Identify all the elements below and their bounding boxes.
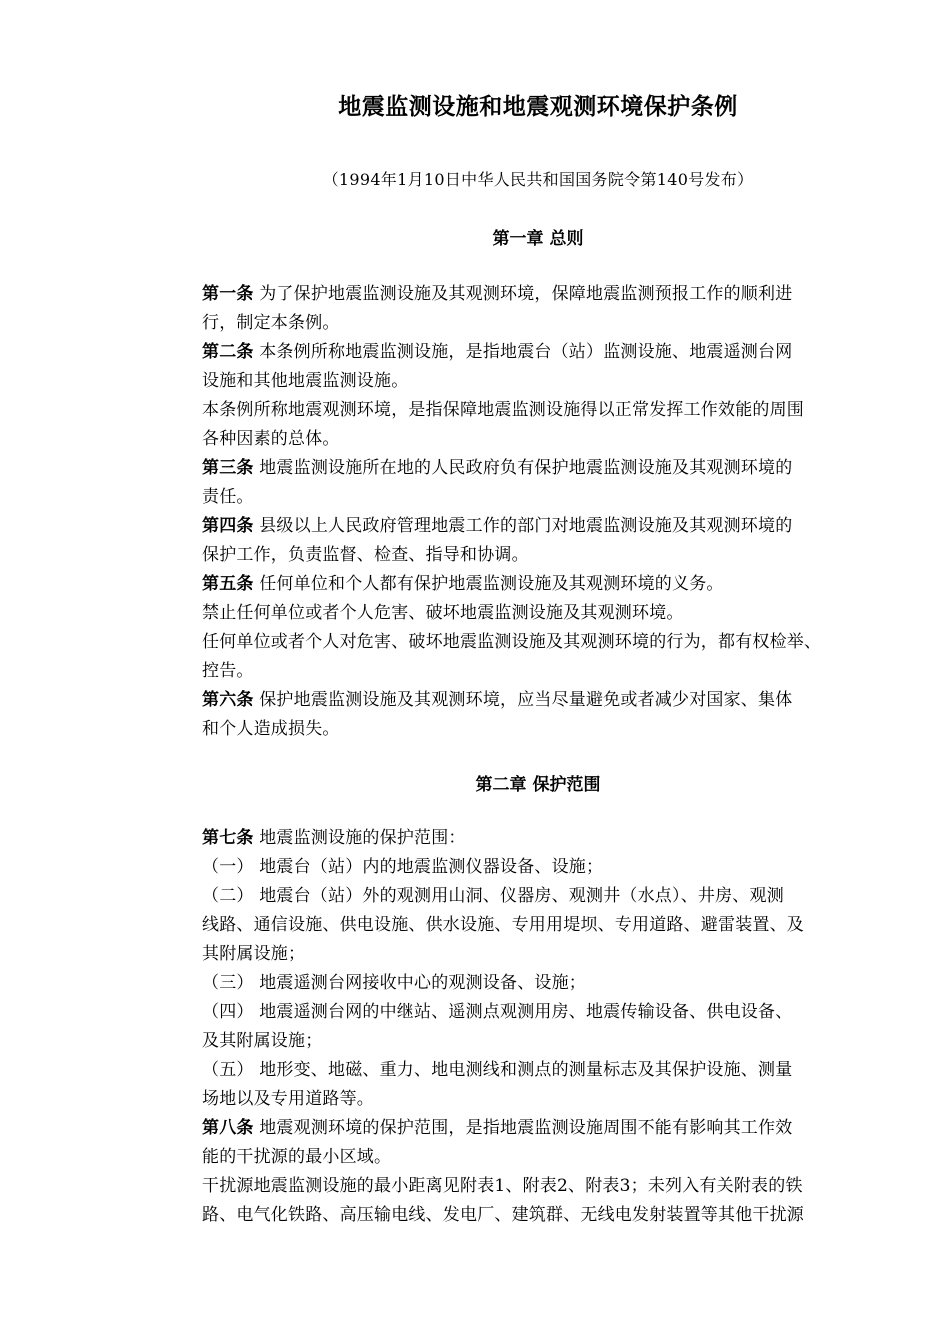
line-text: 本条例所称地震观测环境，是指保障地震监测设施得以正常发挥工作效能的周围	[202, 400, 804, 420]
text-line	[202, 280, 892, 309]
article-number: 第八条	[202, 1118, 254, 1138]
line-text: 线路、通信设施、供电设施、供水设施、专用用堤坝、专用道路、避雷装置、及	[202, 915, 804, 935]
line-text: （四） 地震遥测台网的中继站、遥测点观测用房、地震传输设备、供电设备、	[202, 1002, 793, 1022]
text-line	[202, 512, 892, 541]
text-line	[202, 628, 892, 657]
text-line	[202, 824, 892, 853]
text-line	[202, 686, 892, 715]
document-subtitle: （1994年1月10日中华人民共和国国务院令第140号发布）	[322, 170, 754, 189]
text-line	[202, 483, 892, 512]
text-line	[202, 940, 892, 969]
line-text: 场地以及专用道路等。	[202, 1089, 374, 1109]
line-text: 保护地震监测设施及其观测环境，应当尽量避免或者减少对国家、集体	[253, 690, 793, 710]
text-line	[202, 715, 892, 744]
line-text: 保护工作，负责监督、检查、指导和协调。	[202, 545, 529, 565]
text-line	[202, 969, 892, 998]
article-number: 第一条	[202, 284, 254, 304]
chapter-1-body	[202, 280, 892, 744]
article-number: 第三条	[202, 458, 254, 478]
document-title: 地震监测设施和地震观测环境保护条例	[338, 94, 738, 120]
text-line	[202, 367, 892, 396]
line-text: （五） 地形变、地磁、重力、地电测线和测点的测量标志及其保护设施、测量	[202, 1060, 793, 1080]
chapter-heading-1: 第一章 总则	[492, 229, 584, 249]
line-text: （二） 地震台（站）外的观测用山洞、仪器房、观测井（水点）、井房、观测	[202, 886, 784, 906]
line-text: 干扰源地震监测设施的最小距离见附表1、附表2、附表3；未列入有关附表的铁	[202, 1176, 803, 1196]
line-text: 县级以上人民政府管理地震工作的部门对地震监测设施及其观测环境的	[253, 516, 793, 536]
chapter-2-body	[202, 824, 892, 1230]
line-text: （三） 地震遥测台网接收中心的观测设备、设施；	[202, 973, 587, 993]
text-line	[202, 1172, 892, 1201]
line-text: 和个人造成损失。	[202, 719, 340, 739]
line-text: 本条例所称地震监测设施，是指地震台（站）监测设施、地震遥测台网	[253, 342, 793, 362]
text-line	[202, 599, 892, 628]
text-line	[202, 309, 892, 338]
line-text: 各种因素的总体。	[202, 429, 340, 449]
text-line	[202, 570, 892, 599]
line-text: 为了保护地震监测设施及其观测环境，保障地震监测预报工作的顺利进	[253, 284, 793, 304]
line-text: 任何单位或者个人对危害、破坏地震监测设施及其观测环境的行为，都有权检举、	[202, 632, 822, 652]
text-line	[202, 911, 892, 940]
text-line	[202, 425, 892, 454]
text-line	[202, 657, 892, 686]
article-number: 第五条	[202, 574, 254, 594]
text-line	[202, 998, 892, 1027]
text-line	[202, 541, 892, 570]
line-text: 任何单位和个人都有保护地震监测设施及其观测环境的义务。	[253, 574, 724, 594]
article-number: 第四条	[202, 516, 254, 536]
text-line	[202, 1201, 892, 1230]
text-line	[202, 853, 892, 882]
line-text: 禁止任何单位或者个人危害、破坏地震监测设施及其观测环境。	[202, 603, 684, 623]
text-line	[202, 1114, 892, 1143]
line-text: 控告。	[202, 661, 254, 681]
line-text: 责任。	[202, 487, 254, 507]
article-number: 第二条	[202, 342, 254, 362]
chapter-heading-2: 第二章 保护范围	[475, 775, 601, 795]
line-text: 地震观测环境的保护范围，是指地震监测设施周围不能有影响其工作效	[253, 1118, 793, 1138]
text-line	[202, 1085, 892, 1114]
text-line	[202, 1143, 892, 1172]
text-line	[202, 1056, 892, 1085]
line-text: 路、电气化铁路、高压输电线、发电厂、建筑群、无线电发射装置等其他干扰源	[202, 1205, 804, 1225]
line-text: 其附属设施；	[202, 944, 306, 964]
line-text: 行，制定本条例。	[202, 313, 340, 333]
text-line	[202, 1027, 892, 1056]
text-line	[202, 396, 892, 425]
text-line	[202, 882, 892, 911]
article-number: 第七条	[202, 828, 254, 848]
line-text: （一） 地震台（站）内的地震监测仪器设备、设施；	[202, 857, 604, 877]
text-line	[202, 454, 892, 483]
line-text: 地震监测设施所在地的人民政府负有保护地震监测设施及其观测环境的	[253, 458, 793, 478]
line-text: 设施和其他地震监测设施。	[202, 371, 409, 391]
line-text: 地震监测设施的保护范围：	[253, 828, 466, 848]
article-number: 第六条	[202, 690, 254, 710]
line-text: 能的干扰源的最小区域。	[202, 1147, 392, 1167]
line-text: 及其附属设施；	[202, 1031, 323, 1051]
text-line	[202, 338, 892, 367]
